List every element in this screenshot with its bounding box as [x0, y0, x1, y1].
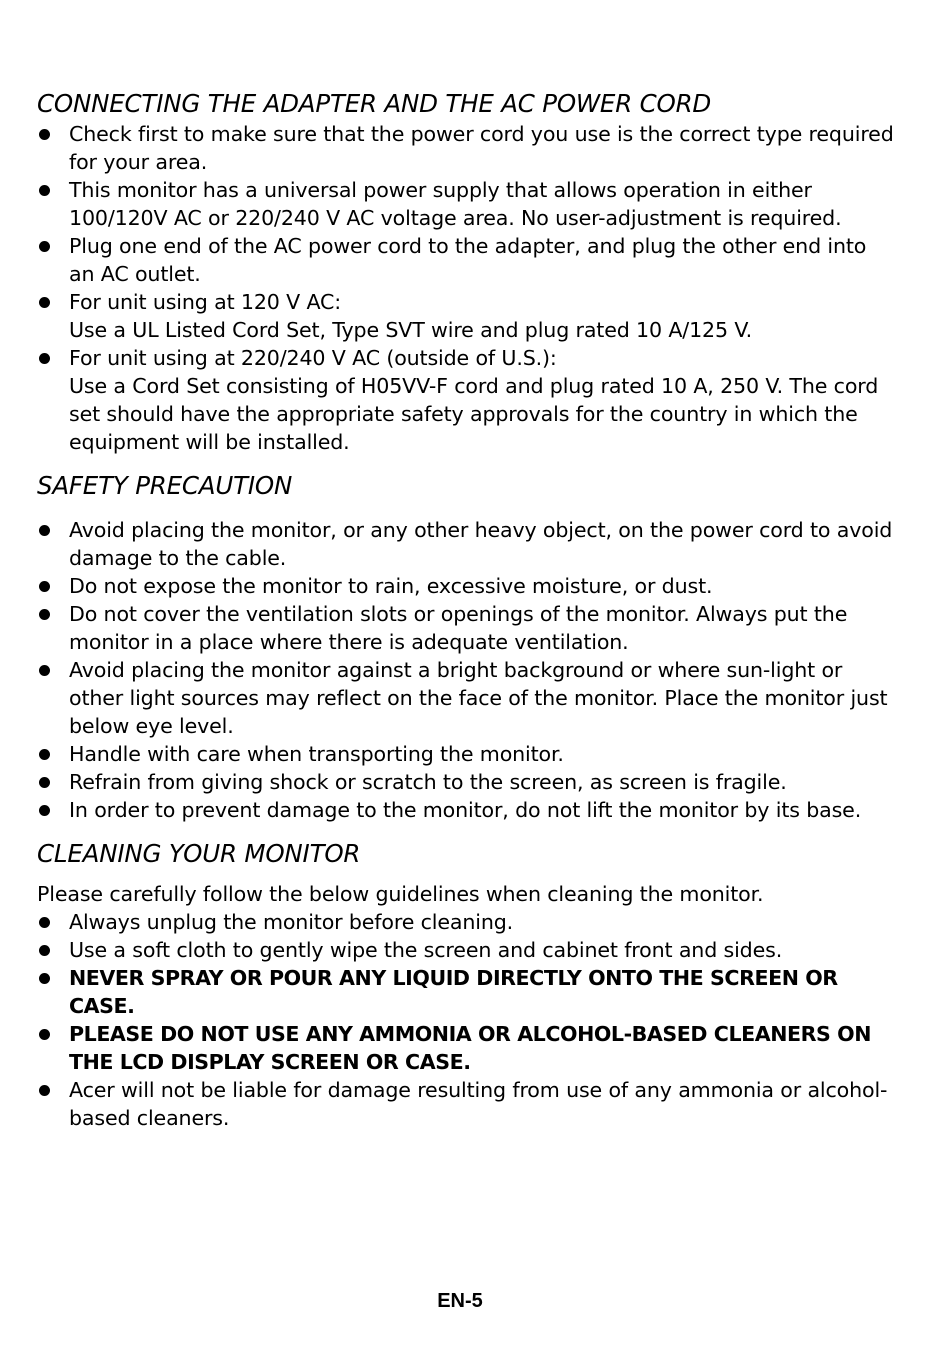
bullet-icon	[39, 297, 50, 308]
bullet-icon	[39, 973, 50, 984]
section-adapter	[37, 88, 897, 456]
section-title: CONNECTING THE ADAPTER AND THE AC POWER CORD	[37, 89, 712, 118]
bullet-icon	[39, 185, 50, 196]
list-item-text: PLEASE DO NOT USE ANY AMMONIA OR ALCOHOL-BASED CLEANERS ON THE LCD DISPLAY SCREEN OR CASE.	[69, 1022, 871, 1074]
bullet-icon	[39, 777, 50, 788]
intro-text: Please carefully follow the below guidelines when cleaning the monitor.	[37, 882, 764, 906]
list-item	[37, 656, 897, 740]
list-item	[37, 572, 897, 600]
list-item	[37, 516, 897, 572]
list-item-text: Use a soft cloth to gently wipe the screen and cabinet front and sides.	[69, 938, 783, 962]
bullet-list	[37, 908, 897, 1132]
list-item	[37, 796, 897, 824]
section-cleaning	[37, 838, 897, 1132]
section-safety	[37, 470, 897, 824]
bullet-icon	[39, 609, 50, 620]
list-item	[37, 1076, 897, 1132]
list-item-text: Avoid placing the monitor against a bright background or where sun-light or other light sources may reflect on the face of the monitor. Place the monitor just below eye level.	[69, 658, 888, 738]
bullet-icon	[39, 917, 50, 928]
page-number: EN-5	[437, 1290, 483, 1312]
list-item-subtext: Use a Cord Set consisting of H05VV-F cord and plug rated 10 A, 250 V. The cord set should have the appropriate safety approvals for the country in which the equipment will be installed.	[69, 374, 879, 454]
list-item-text: Handle with care when transporting the monitor.	[69, 742, 564, 766]
bullet-icon	[39, 665, 50, 676]
list-item-text: Do not expose the monitor to rain, excessive moisture, or dust.	[69, 574, 713, 598]
list-item	[37, 120, 897, 176]
list-item	[37, 232, 897, 288]
list-item-text: This monitor has a universal power supply that allows operation in either 100/120V AC or 220/240 V AC voltage area. No user-adjustment is required.	[69, 178, 842, 230]
list-item-text: For unit using at 120 V AC:	[69, 290, 342, 314]
list-item-text: Acer will not be liable for damage resulting from use of any ammonia or alcohol-based cleaners.	[69, 1078, 888, 1130]
list-item	[37, 600, 897, 656]
list-item-text: NEVER SPRAY OR POUR ANY LIQUID DIRECTLY ONTO THE SCREEN OR CASE.	[69, 966, 838, 1018]
list-item	[37, 344, 897, 456]
list-item	[37, 936, 897, 964]
bullet-list	[37, 516, 897, 824]
list-item	[37, 288, 897, 344]
list-item-text: Plug one end of the AC power cord to the adapter, and plug the other end into an AC outlet.	[69, 234, 867, 286]
list-item	[37, 176, 897, 232]
list-item-text: Refrain from giving shock or scratch to the screen, as screen is fragile.	[69, 770, 787, 794]
list-item	[37, 1020, 897, 1076]
bullet-icon	[39, 805, 50, 816]
list-item-subtext: Use a UL Listed Cord Set, Type SVT wire and plug rated 10 A/125 V.	[69, 318, 753, 342]
list-item-text: Do not cover the ventilation slots or openings of the monitor. Always put the monitor in a place where there is adequate ventilation.	[69, 602, 848, 654]
list-item-text: In order to prevent damage to the monitor, do not lift the monitor by its base.	[69, 798, 862, 822]
bullet-icon	[39, 1085, 50, 1096]
manual-page	[37, 88, 897, 1132]
list-item-text: Avoid placing the monitor, or any other heavy object, on the power cord to avoid damage to the cable.	[69, 518, 893, 570]
list-item	[37, 768, 897, 796]
bullet-icon	[39, 581, 50, 592]
bullet-icon	[39, 353, 50, 364]
section-title: SAFETY PRECAUTION	[37, 471, 293, 500]
bullet-icon	[39, 241, 50, 252]
list-item-text: Check first to make sure that the power cord you use is the correct type required for your area.	[69, 122, 894, 174]
bullet-icon	[39, 749, 50, 760]
bullet-icon	[39, 945, 50, 956]
list-item	[37, 964, 897, 1020]
list-item	[37, 740, 897, 768]
bullet-icon	[39, 525, 50, 536]
bullet-icon	[39, 1029, 50, 1040]
bullet-list	[37, 120, 897, 456]
list-item-text: For unit using at 220/240 V AC (outside of U.S.):	[69, 346, 557, 370]
list-item-text: Always unplug the monitor before cleaning.	[69, 910, 514, 934]
section-title: CLEANING YOUR MONITOR	[37, 839, 361, 868]
list-item	[37, 908, 897, 936]
bullet-icon	[39, 129, 50, 140]
